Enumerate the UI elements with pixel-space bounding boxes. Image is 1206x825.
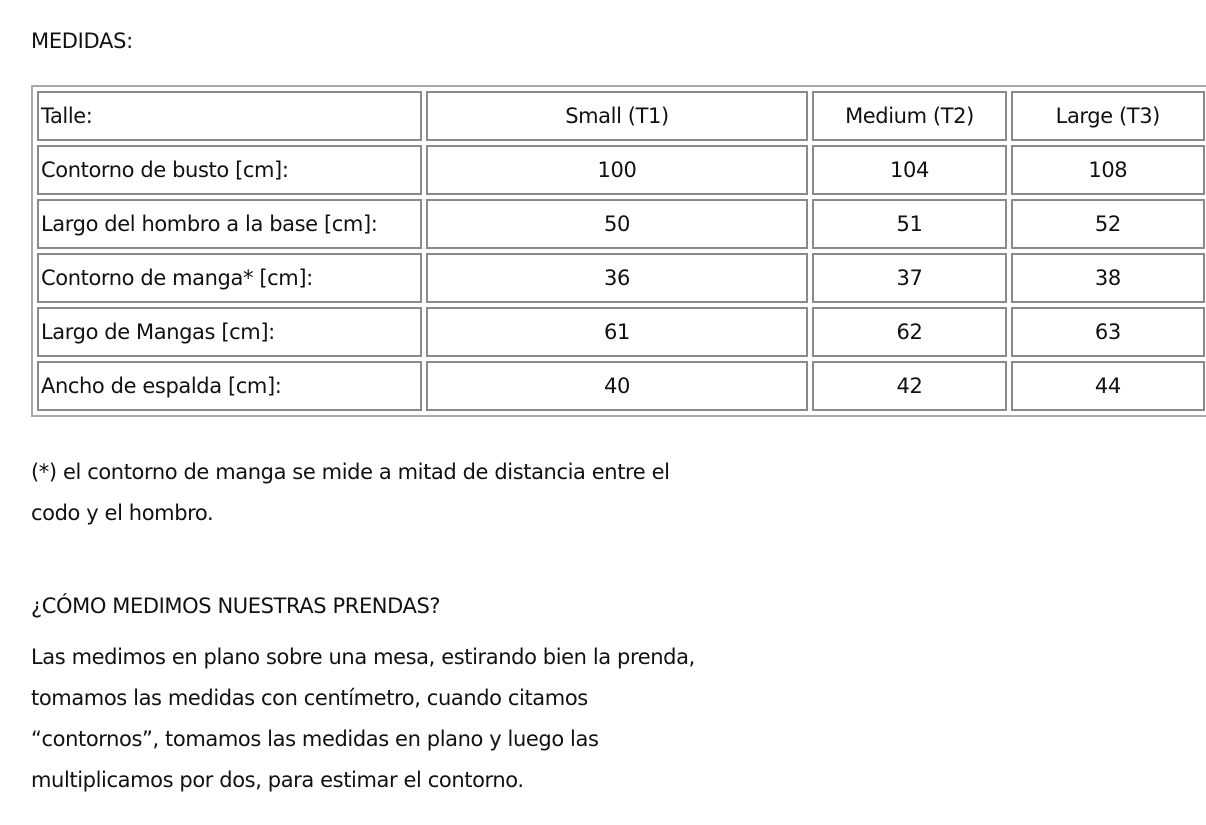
how-we-measure-body	[31, 637, 811, 801]
row-label: Largo de Mangas [cm]:	[37, 307, 422, 357]
table-row	[37, 253, 1205, 303]
cell-small: 40	[426, 361, 809, 411]
table-row	[37, 307, 1205, 357]
cell-large: 108	[1011, 145, 1205, 195]
header-cell-small: Small (T1)	[426, 91, 809, 141]
header-cell-large: Large (T3)	[1011, 91, 1205, 141]
table-row	[37, 361, 1205, 411]
paragraph-line: multiplicamos por dos, para estimar el contorno.	[31, 768, 524, 792]
cell-medium: 37	[812, 253, 1006, 303]
cell-small: 36	[426, 253, 809, 303]
cell-small: 50	[426, 199, 809, 249]
row-label: Largo del hombro a la base [cm]:	[37, 199, 422, 249]
cell-medium: 51	[812, 199, 1006, 249]
footnote-line: codo y el hombro.	[31, 501, 214, 525]
table-row	[37, 145, 1205, 195]
cell-medium: 42	[812, 361, 1006, 411]
paragraph-line: “contornos”, tomamos las medidas en plano y luego las	[31, 727, 599, 751]
cell-small: 61	[426, 307, 809, 357]
size-table	[31, 85, 1206, 417]
table-header-row	[37, 91, 1205, 141]
table-row	[37, 199, 1205, 249]
how-we-measure-title: ¿CÓMO MEDIMOS NUESTRAS PRENDAS?	[31, 594, 441, 618]
cell-large: 52	[1011, 199, 1205, 249]
section-title-medidas: MEDIDAS:	[31, 29, 133, 53]
cell-medium: 104	[812, 145, 1006, 195]
paragraph-line: Las medimos en plano sobre una mesa, estirando bien la prenda,	[31, 645, 695, 669]
paragraph-line: tomamos las medidas con centímetro, cuando citamos	[31, 686, 588, 710]
row-label: Ancho de espalda [cm]:	[37, 361, 422, 411]
cell-large: 38	[1011, 253, 1205, 303]
cell-small: 100	[426, 145, 809, 195]
row-label: Contorno de manga* [cm]:	[37, 253, 422, 303]
footnote-line: (*) el contorno de manga se mide a mitad de distancia entre el	[31, 460, 670, 484]
header-cell-size: Talle:	[37, 91, 422, 141]
header-cell-medium: Medium (T2)	[812, 91, 1006, 141]
row-label: Contorno de busto [cm]:	[37, 145, 422, 195]
cell-medium: 62	[812, 307, 1006, 357]
cell-large: 44	[1011, 361, 1205, 411]
cell-large: 63	[1011, 307, 1205, 357]
footnote	[31, 452, 791, 534]
